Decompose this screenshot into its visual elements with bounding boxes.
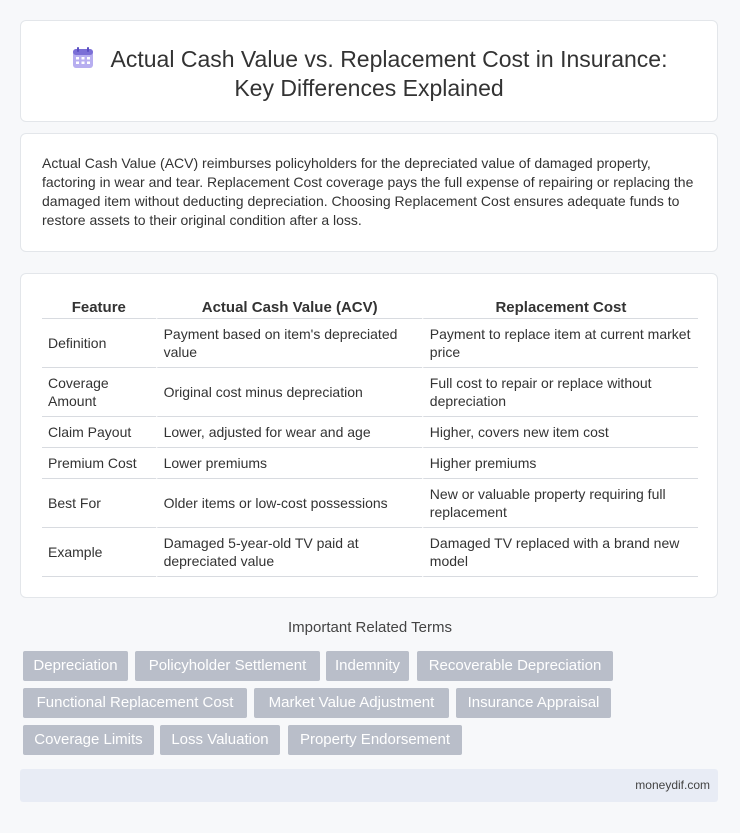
row-feature: Definition — [42, 319, 156, 368]
row-acv: Lower premiums — [156, 448, 422, 479]
row-acv: Payment based on item's depreciated value — [156, 319, 422, 368]
intro-paragraph: Actual Cash Value (ACV) reimburses policyholders for the depreciated value of damaged property, factoring in wear and tear. Replacement Cost coverage pays the full expense of repairing or replacing the damaged item without deducting depreciation. Choosing Replacement Cost ensures adequate funds to restore assets to their original condition after a loss. — [42, 155, 694, 228]
table-row — [42, 417, 698, 448]
row-acv: Lower, adjusted for wear and age — [156, 417, 422, 448]
table-row — [42, 448, 698, 479]
tag-coverage-limits[interactable]: Coverage Limits — [23, 725, 154, 755]
header-replacement-cost: Replacement Cost — [422, 296, 698, 319]
comparison-card — [20, 273, 718, 598]
tag-loss-valuation[interactable]: Loss Valuation — [160, 725, 280, 755]
related-terms-heading: Important Related Terms — [288, 619, 452, 636]
table-row — [42, 368, 698, 417]
row-replacement: Higher premiums — [422, 448, 698, 479]
tag-depreciation[interactable]: Depreciation — [23, 651, 128, 681]
row-feature: Premium Cost — [42, 448, 156, 479]
row-feature: Claim Payout — [42, 417, 156, 448]
title-line-1: Actual Cash Value vs. Replacement Cost in Insurance: — [110, 46, 668, 72]
tag-insurance-appraisal[interactable]: Insurance Appraisal — [456, 688, 611, 718]
row-feature: Coverage Amount — [42, 368, 156, 417]
tag-property-endorsement[interactable]: Property Endorsement — [288, 725, 462, 755]
row-replacement: New or valuable property requiring full replacement — [422, 479, 698, 528]
footer — [20, 769, 718, 802]
tag-functional-replacement-cost[interactable]: Functional Replacement Cost — [23, 688, 247, 718]
footer-site[interactable]: moneydif.com — [635, 778, 710, 792]
tag-policyholder-settlement[interactable]: Policyholder Settlement — [135, 651, 320, 681]
row-replacement: Higher, covers new item cost — [422, 417, 698, 448]
title-line-2: Key Differences Explained — [234, 75, 504, 101]
row-feature: Best For — [42, 479, 156, 528]
tag-recoverable-depreciation[interactable]: Recoverable Depreciation — [417, 651, 613, 681]
title-card — [20, 20, 718, 122]
page-title — [21, 45, 717, 103]
intro-card — [20, 133, 718, 252]
calendar-icon — [71, 46, 95, 70]
header-acv: Actual Cash Value (ACV) — [156, 296, 422, 319]
row-acv: Original cost minus depreciation — [156, 368, 422, 417]
header-feature: Feature — [42, 296, 156, 319]
row-acv: Older items or low-cost possessions — [156, 479, 422, 528]
table-row — [42, 479, 698, 528]
tag-market-value-adjustment[interactable]: Market Value Adjustment — [254, 688, 449, 718]
row-replacement: Full cost to repair or replace without depreciation — [422, 368, 698, 417]
table-row — [42, 319, 698, 368]
row-replacement: Payment to replace item at current market price — [422, 319, 698, 368]
row-acv: Damaged 5-year-old TV paid at depreciated value — [156, 528, 422, 577]
row-replacement: Damaged TV replaced with a brand new model — [422, 528, 698, 577]
table-row — [42, 528, 698, 577]
row-feature: Example — [42, 528, 156, 577]
tag-indemnity[interactable]: Indemnity — [326, 651, 409, 681]
table-header-row — [42, 296, 698, 319]
comparison-table — [42, 296, 698, 577]
